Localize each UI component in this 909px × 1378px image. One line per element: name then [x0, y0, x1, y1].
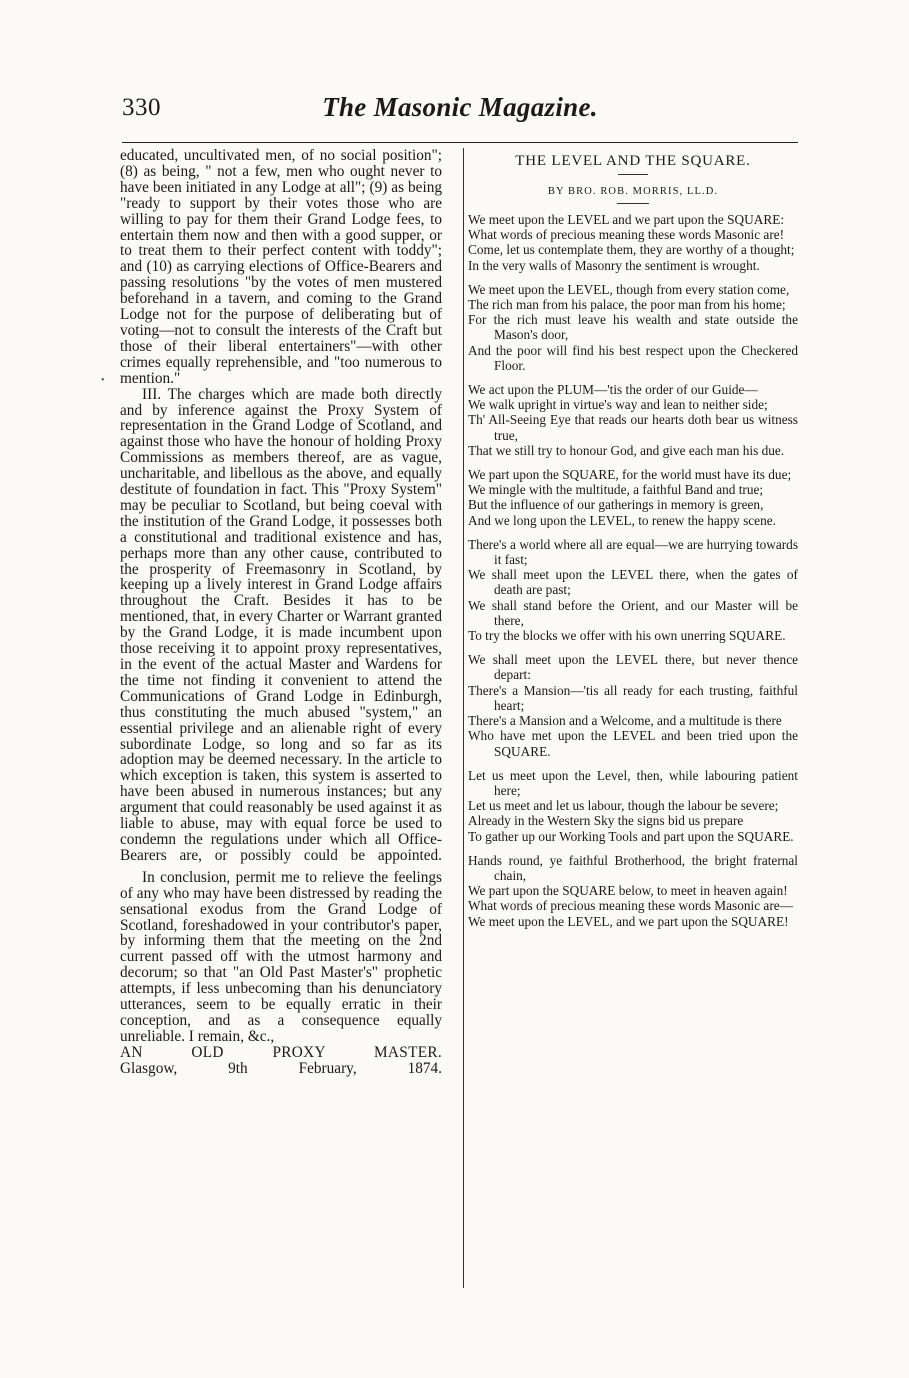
article-paragraph-1: educated, uncultivated men, of no social position"; (8) as being, " not a few, men who ought never to have been initiated in any Lodge at all"; (9) as being "ready to support by their votes those who are willing to pay for them their Grand Lodge fees, to entertain them now and then with a good supper, or to treat them to their perfect content with toddy"; and (10) as carrying elections of Office-Bearers and passing resolutions "by the votes of men mustered beforehand in a tavern, and coming to the Grand Lodge not for the purpose of deliberating but of voting—not to consult the interests of the Craft but those of their liberal entertainers"—with other crimes equally reprehensible, and "too numerous to mention." [120, 147, 442, 387]
poem-stanza [468, 652, 798, 758]
poem-body [468, 212, 798, 929]
article-paragraph-3: In conclusion, permit me to relieve the feelings of any who may have been distressed by reading the sensational exodus from the Grand Lodge of Scotland, foreshadowed in your contributor's paper, by informing them that the meeting on the 2nd current passed off with the utmost harmony and decorum; so that "an Old Past Master's" prophetic attempts, if less unbecoming than his denunciatory utterances, seem to be equally erratic in their conception, and as a consequence equally unreliable. I remain, &c., [120, 868, 442, 1045]
poem-line: Already in the Western Sky the signs bid us prepare [468, 813, 744, 829]
poem-line: We part upon the SQUARE, for the world must have its due; [468, 467, 792, 483]
poem-line: And the poor will find his best respect upon the Checkered Floor. [468, 342, 798, 373]
poem-stanza [468, 212, 798, 273]
header-rule [122, 142, 798, 143]
poem-line: What words of precious meaning these words Masonic are! [468, 227, 785, 243]
poem-line: We shall stand before the Orient, and our Master will be there, [468, 597, 798, 628]
poem-stanza [468, 282, 798, 373]
poem-byline: BY BRO. ROB. MORRIS, LL.D. [547, 186, 719, 197]
poem-line: We meet upon the LEVEL, and we part upon the SQUARE! [468, 913, 789, 929]
poem-line: Let us meet and let us labour, though the labour be severe; [468, 798, 779, 814]
poem-line: The rich man from his palace, the poor man from his home; [468, 297, 786, 313]
byline-rule [617, 203, 649, 204]
article-signature [120, 1045, 442, 1077]
poem-line: Come, let us contemplate them, they are worthy of a thought; [468, 242, 795, 258]
signature-dateline: Glasgow, 9th February, 1874. [120, 1059, 442, 1077]
poem-line: To gather up our Working Tools and part upon the SQUARE. [468, 828, 794, 844]
margin-mark: • [101, 375, 105, 386]
poem-line: There's a Mansion and a Welcome, and a multitude is there [468, 713, 782, 729]
page-header [122, 92, 798, 132]
poem-line: Hands round, ye faithful Brotherhood, the bright fraternal chain, [468, 852, 798, 883]
magazine-title: The Masonic Magazine. [322, 92, 598, 122]
poem-line: And we long upon the LEVEL, to renew the happy scene. [468, 512, 776, 528]
article-paragraph-2: III. The charges which are made both directly and by inference against the Proxy System of representation in the Grand Lodge of Scotland, and against those who have the honour of holding Proxy Commissions as members thereof, are as vague, uncharitable, and libellous as the above, and equally destitute of foundation in fact. This "Proxy System" may be peculiar to Scotland, but being coeval with the institution of the Grand Lodge, it possesses both a constitutional and traditional existence and has, perhaps more than any other cause, contributed to the prosperity of Freemasonry in Scotland, by keeping up a lively interest in Grand Lodge affairs throughout the Craft. Besides it has to be mentioned, that, in every Charter or Warrant granted by the Grand Lodge, it is made incumbent upon those receiving it to appoint proxy representatives, in the event of the actual Master and Wardens for the time not finding it convenient to attend the Communications of Grand Lodge in Edinburgh, thus constituting the much abused "system," an essential privilege and an alienable right of every subordinate Lodge, so long and so far as its adoption may be deemed necessary. In the article to which exception is taken, this system is asserted to have been abused in numerous instances; but any argument that could reasonably be used against it as liable to abuse, may with equal force be used to condemn the regulations under which all Office-Bearers are, or possibly could be appointed. [120, 385, 442, 864]
column-divider [463, 148, 464, 1288]
poem-line: We shall meet upon the LEVEL there, when the gates of death are past; [468, 567, 798, 598]
poem-line: Let us meet upon the Level, then, while labouring patient here; [468, 767, 798, 798]
poem-stanza [468, 467, 798, 528]
left-column [120, 148, 442, 1077]
poem-line: Th' All-Seeing Eye that reads our hearts doth bear us witness true, [468, 412, 798, 443]
poem-line: To try the blocks we offer with his own unerring SQUARE. [468, 628, 786, 644]
poem-line: We meet upon the LEVEL and we part upon the SQUARE: [468, 212, 785, 227]
poem-stanza [468, 768, 798, 844]
poem-line: There's a Mansion—'tis all ready for each trusting, faithful heart; [468, 682, 798, 713]
poem-line: We shall meet upon the LEVEL there, but never thence depart: [468, 652, 798, 683]
poem-title: THE LEVEL AND THE SQUARE. [515, 153, 751, 169]
signature-name: AN OLD PROXY MASTER. [120, 1043, 442, 1061]
right-column [468, 148, 798, 938]
poem-stanza [468, 537, 798, 643]
poem-line: That we still try to honour God, and give each man his due. [468, 442, 785, 458]
page-number: 330 [122, 94, 161, 121]
title-rule [618, 174, 648, 175]
poem-line: We part upon the SQUARE below, to meet in heaven again! [468, 883, 788, 899]
poem-line: We walk upright in virtue's way and lean to neither side; [468, 397, 768, 413]
poem-line: For the rich must leave his wealth and state outside the Mason's door, [468, 312, 798, 343]
poem-line: We meet upon the LEVEL, though from every station come, [468, 281, 790, 297]
poem-stanza [468, 853, 798, 929]
poem-line: We mingle with the multitude, a faithful Band and true; [468, 482, 764, 498]
poem-stanza [468, 382, 798, 458]
poem-line: We act upon the PLUM—'tis the order of our Guide— [468, 382, 758, 398]
poem-line: Who have met upon the LEVEL and been tried upon the SQUARE. [468, 728, 798, 759]
poem-line: There's a world where all are equal—we are hurrying towards it fast; [468, 536, 798, 568]
poem-line: What words of precious meaning these words Masonic are— [468, 898, 793, 914]
poem-line: In the very walls of Masonry the sentiment is wrought. [468, 257, 760, 273]
poem-line: But the influence of our gatherings in memory is green, [468, 497, 764, 513]
